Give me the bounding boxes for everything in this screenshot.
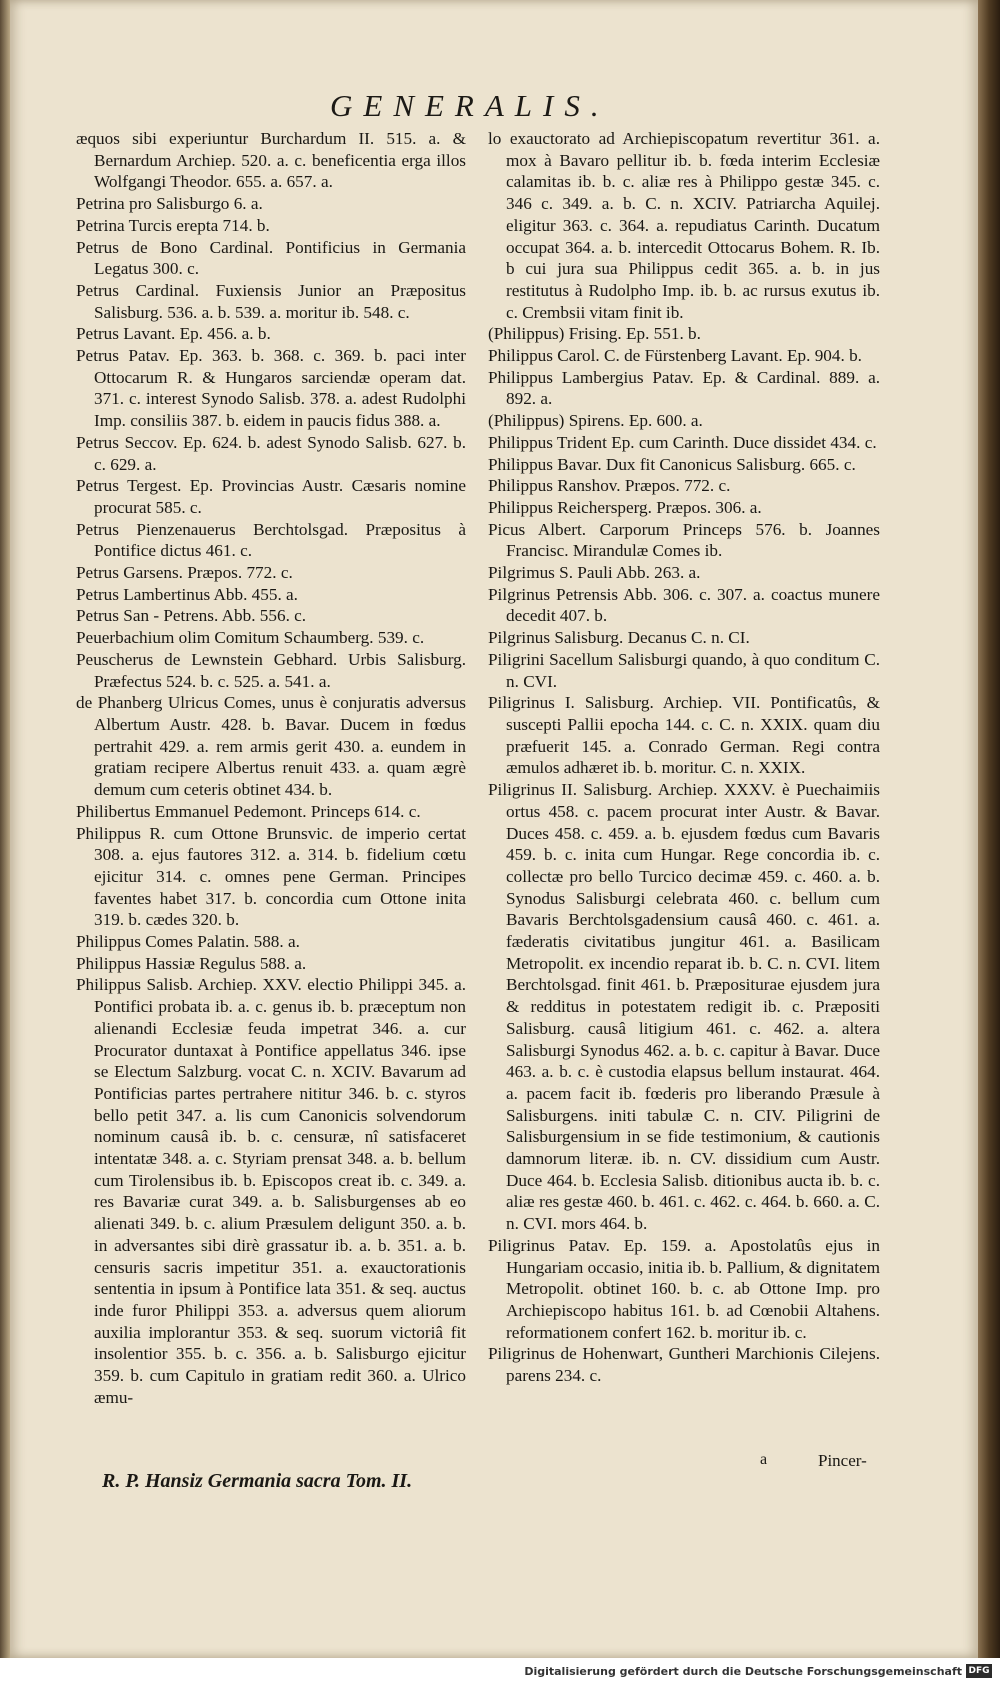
index-entry: Pilgrinus Salisburg. Decanus C. n. CI. xyxy=(488,628,750,648)
index-entry: Philippus Salisb. Archiep. XXV. electio Philippi 345. a. Pontifici probata ib. a. c. genus ib. b. præceptum non alienandi Ecclesiæ feuda impetrat 346. a. cur Procurator duntaxat à Pontifice appellatus 346. ipse se Electum Salzburg. vocat C. n. XCIV. Bavarum ad Pontificias partes pertrahere nititur 346. b. c. styros bello petit 347. a. lis cum Canonicis solvendorum nominum causâ ib. b. c. censuræ, nî satisfaceret intentatæ 348. a. c. Styriam prensat 348. a. b. bellum cum Tirolensibus ib. b. Episcopos creat ib. c. 349. a. res Bavariæ curat 349. a. b. Salisburgenses ab eo alienati 349. b. c. alium Præsulem deligunt 350. a. b. in adversantes sibi dirè grassatur ib. a. b. 351. a. b. censuris sacris impetitur 351. a. exauctorationis sententia in ipsum à Pontifice lata 351. & seq. auctus inde furor Philippi 353. a. adversus quem aliorum auxilia implorantur 353. & seq. suorum victoriâ fit insolentior 355. b. c. 356. a. b. Salisburgo ejicitur 359. b. cum Capitulo in gratiam redit 360. a. Ulrico æmu- xyxy=(76,975,466,1407)
index-entry: Philippus Bavar. Dux fit Canonicus Salisburg. 665. c. xyxy=(488,454,856,474)
index-entry: Petrus Patav. Ep. 363. b. 368. c. 369. b. paci inter Ottocarum R. & Hungaros sarciendæ operam dat. 371. c. interest Synodo Salisb. 378. a. adest Rudolphi Imp. consiliis 387. b. eidem in paucis fidus 388. a. xyxy=(76,346,466,431)
index-entry: Peuerbachium olim Comitum Schaumberg. 539. c. xyxy=(76,628,425,648)
index-entry: Peuscherus de Lewnstein Gebhard. Urbis Salisburg. Præfectus 524. b. c. 525. a. 541. a. xyxy=(76,649,466,691)
catchword: Pincer- xyxy=(818,1451,867,1470)
index-entry: Petrus Lambertinus Abb. 455. a. xyxy=(76,584,298,604)
index-entry: Philippus Ranshov. Præpos. 772. c. xyxy=(488,476,731,496)
index-entry: Piligrinus I. Salisburg. Archiep. VII. Pontificatûs, & suscepti Pallii epocha 144. c. C. n. XXIX. quam diu præfuerit 145. a. Conrado German. Regi contra æmulos adhæret ib. b. moritur. C. n. XXIX. xyxy=(488,693,880,778)
index-entry: Petrus San - Petrens. Abb. 556. c. xyxy=(76,606,307,626)
index-entry: æquos sibi experiuntur Burchardum II. 515. a. & Bernardum Archiep. 520. a. c. beneficentia erga illos Wolfgangi Theodor. 655. a. 657. a. xyxy=(76,129,466,192)
index-entry: Piligrinus Patav. Ep. 159. a. Apostolatûs ejus in Hungariam occasio, initia ib. b. Pallium, & dignitatem Metropolit. obtinet 160. b. c. ab Ottone Imp. pro Archiepiscopo habitus 161. b. ad Cœnobii Altahens. reformationem confert 162. b. moritur ib. c. xyxy=(488,1235,880,1342)
index-entry: Philippus Trident Ep. cum Carinth. Duce dissidet 434. c. xyxy=(488,432,877,452)
dfg-logo: DFG xyxy=(966,1664,992,1678)
page-edge xyxy=(978,0,1000,1658)
index-entry: Petrina Turcis erepta 714. b. xyxy=(76,215,270,235)
index-entry: Petrina pro Salisburgo 6. a. xyxy=(76,194,263,214)
index-entry: Piligrinus de Hohenwart, Guntheri Marchionis Cilejens. parens 234. c. xyxy=(488,1344,880,1386)
index-entry: Pilgrinus Petrensis Abb. 306. c. 307. a. coactus munere decedit 407. b. xyxy=(488,584,880,626)
index-entry: Philippus Reichersperg. Præpos. 306. a. xyxy=(488,497,762,517)
index-entry: (Philippus) Frising. Ep. 551. b. xyxy=(488,324,701,344)
index-entry: Piligrinus II. Salisburg. Archiep. XXXV. è Puechaimiis ortus 458. c. pacem procurat inter Austr. & Bavar. Duces 458. c. 459. a. b. ejusdem fœdus cum Bavaris 459. b. c. inita cum Hungar. Rege concordia ib. c. collectæ pro bello Turcico decimæ 459. c. 460. a. b. Synodus Salisburgi celebrata 460. c. bellum cum Bavaris Berchtolsgadensium causâ 460. c. 461. a. fæderatis civitatibus jungitur 461. a. Basilicam Metropolit. ex incendio reparat ib. b. C. n. CVI. litem Berchtolsgad. finit 461. b. Præpositurae ejusdem jura & redditus in potestatem redigit ib. c. Præpositi Salisburg. causâ litigium 461. c. 462. a. altera Salisburgi Synodus 462. a. b. c. capitur à Bavar. Duce 463. a. b. c. è custodia elapsus bellum instaurat. 464. a. pacem facit ib. fœderis pro liberando Præsule à Salisburgens. initi tabulæ C. n. CIV. Piligrini de Salisburgensium in se fide testimonium, & cautionis damnorum literæ. ib. n. CV. dissidium cum Austr. Duce 464. b. Ecclesia Salisb. ditionibus aucta ib. b. c. aliæ res gestæ 460. b. 461. c. 462. c. 464. b. 660. a. C. n. CVI. mors 464. b. xyxy=(488,780,880,1234)
book-binding xyxy=(0,0,10,1684)
digitization-credit: Digitalisierung gefördert durch die Deutsche Forschungsgemeinschaft xyxy=(524,1665,962,1678)
index-entry: (Philippus) Spirens. Ep. 600. a. xyxy=(488,411,703,431)
running-head: GENERALIS. xyxy=(330,88,610,123)
index-entry: de Phanberg Ulricus Comes, unus è conjuratis adversus Albertum Austr. 428. b. Bavar. Ducem in fœdus pertrahit 429. a. rem armis gerit 430. a. eundem in gratiam recipere Albertus renuit 433. a. quam ægrè demum cum ceteris obtinet 434. b. xyxy=(76,693,466,800)
index-entry: Philippus R. cum Ottone Brunsvic. de imperio certat 308. a. ejus fautores 312. a. 314. b. fidelium cœtu ejicitur 314. c. omnes pene German. Principes faventes habet 317. b. concordia cum Ottone inita 319. b. cædes 320. b. xyxy=(76,823,466,930)
right-column xyxy=(488,128,880,1387)
index-entry: Philippus Hassiæ Regulus 588. a. xyxy=(76,953,307,973)
index-entry: Pilgrimus S. Pauli Abb. 263. a. xyxy=(488,563,701,583)
index-entry: Petrus Lavant. Ep. 456. a. b. xyxy=(76,324,271,344)
index-entry: Philibertus Emmanuel Pedemont. Princeps 614. c. xyxy=(76,801,421,821)
footer-signature: R. P. Hansiz Germania sacra Tom. II. xyxy=(102,1470,413,1492)
index-entry: Philippus Comes Palatin. 588. a. xyxy=(76,932,300,952)
index-entry: Philippus Carol. C. de Fürstenberg Lavant. Ep. 904. b. xyxy=(488,346,862,366)
sheet-signature-mark: a xyxy=(760,1451,768,1468)
index-entry: Petrus Cardinal. Fuxiensis Junior an Præpositus Salisburg. 536. a. b. 539. a. moritur ib. 548. c. xyxy=(76,280,466,322)
index-entry: Piligrini Sacellum Salisburgi quando, à quo conditum C. n. CVI. xyxy=(488,649,880,691)
index-entry: Philippus Lambergius Patav. Ep. & Cardinal. 889. a. 892. a. xyxy=(488,367,880,409)
index-entry: Picus Albert. Carporum Princeps 576. b. Joannes Francisc. Mirandulæ Comes ib. xyxy=(488,519,880,561)
index-entry: Petrus Garsens. Præpos. 772. c. xyxy=(76,563,293,583)
left-column xyxy=(76,128,466,1408)
index-entry: Petrus Seccov. Ep. 624. b. adest Synodo Salisb. 627. b. c. 629. a. xyxy=(76,432,466,474)
index-entry: Petrus Tergest. Ep. Provincias Austr. Cæsaris nomine procurat 585. c. xyxy=(76,476,466,517)
index-entry: lo exauctorato ad Archiepiscopatum revertitur 361. a. mox à Bavaro pellitur ib. b. fœda interim Ecclesiæ calamitas ib. b. c. aliæ res à Philippo gestæ 345. c. 346 c. 349. a. b. C. n. XCIV. Patriarcha Aquilej. eligitur 363. c. 364. a. repudiatus Carinth. Ducatum occupat 364. a. b. intercedit Ottocarus Bohem. R. Ib. b cui jura sua Philippus cedit 365. a. b. in jus restitutus à Rudolpho Imp. ib. b. ac rursus exutus ib. c. Crembsii vitam finit ib. xyxy=(488,129,880,322)
index-entry: Petrus de Bono Cardinal. Pontificius in Germania Legatus 300. c. xyxy=(76,237,466,279)
index-entry: Petrus Pienzenauerus Berchtolsgad. Præpositus à Pontifice dictus 461. c. xyxy=(76,519,466,561)
